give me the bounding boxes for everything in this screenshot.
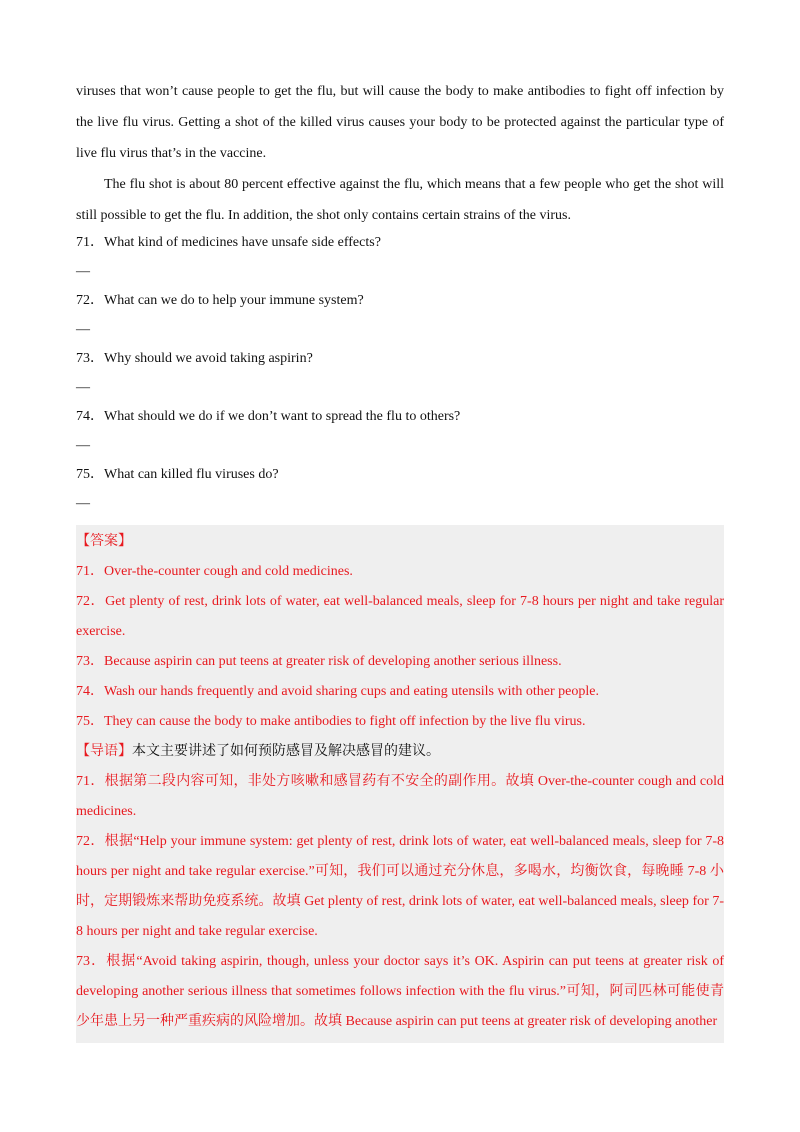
answer-blank: — [76,322,90,337]
answer-item: 71．Over-the-counter cough and cold medicines. [76,564,353,579]
page-content [76,76,724,1043]
question-item: 73．Why should we avoid taking aspirin? [76,351,313,366]
answer-blank: — [76,264,90,279]
question-item: 74．What should we do if we don’t want to spread the flu to others? [76,409,461,424]
answer-blank: — [76,438,90,453]
answer-blank: — [76,380,90,395]
guide-line [76,737,724,767]
answer-section [76,525,724,1043]
answer-item: 72．Get plenty of rest, drink lots of water, eat well-balanced meals, sleep for 7-8 hours per night and take regular exercise. [76,594,724,639]
guide-text: 本文主要讲述了如何预防感冒及解决感冒的建议。 [132,744,440,759]
question-item: 71．What kind of medicines have unsafe side effects? [76,235,381,250]
explanation-item: 72．根据“Help your immune system: get plenty of rest, drink lots of water, eat well-balanced meals, sleep for 7-8 hours per night and take regular exercise.”可知，我们可以通过充分休息，多喝水，均衡饮食，每晚睡 7-8 小时，定期锻炼来帮助免疫系统。故填 Get plenty of rest, drink lots of water, eat well-balanced meals, sleep for 7-8 hours per night and take regular exercise. [76,834,724,939]
answer-heading: 【答案】 [76,534,132,549]
question-list [76,231,724,521]
guide-label: 【导语】 [76,744,132,759]
answer-item: 74．Wash our hands frequently and avoid sharing cups and eating utensils with other people. [76,684,599,699]
passage-paragraph: viruses that won’t cause people to get the flu, but will cause the body to make antibodies to fight off infection by the live flu virus. Getting a shot of the killed virus causes your body to be protected against the particular type of live flu virus that’s in the vaccine. [76,84,724,161]
answer-blank: — [76,496,90,511]
answer-item: 73．Because aspirin can put teens at greater risk of developing another serious illness. [76,654,562,669]
passage-paragraph: The flu shot is about 80 percent effective against the flu, which means that a few people who get the shot will still possible to get the flu. In addition, the shot only contains certain strains of the virus. [76,177,724,223]
question-item: 72．What can we do to help your immune system? [76,293,364,308]
explanation-item: 73．根据“Avoid taking aspirin, though, unless your doctor says it’s OK. Aspirin can put teens at greater risk of developing another serious illness that sometimes follows infection with the flu virus.”可知，阿司匹林可能使青少年患上另一种严重疾病的风险增加。故填 Because aspirin can put teens at greater risk of developing another [76,954,724,1029]
question-item: 75．What can killed flu viruses do? [76,467,279,482]
answer-item: 75．They can cause the body to make antibodies to fight off infection by the live flu virus. [76,714,586,729]
explanation-item: 71．根据第二段内容可知，非处方咳嗽和感冒药有不安全的副作用。故填 Over-the-counter cough and cold medicines. [76,774,724,819]
